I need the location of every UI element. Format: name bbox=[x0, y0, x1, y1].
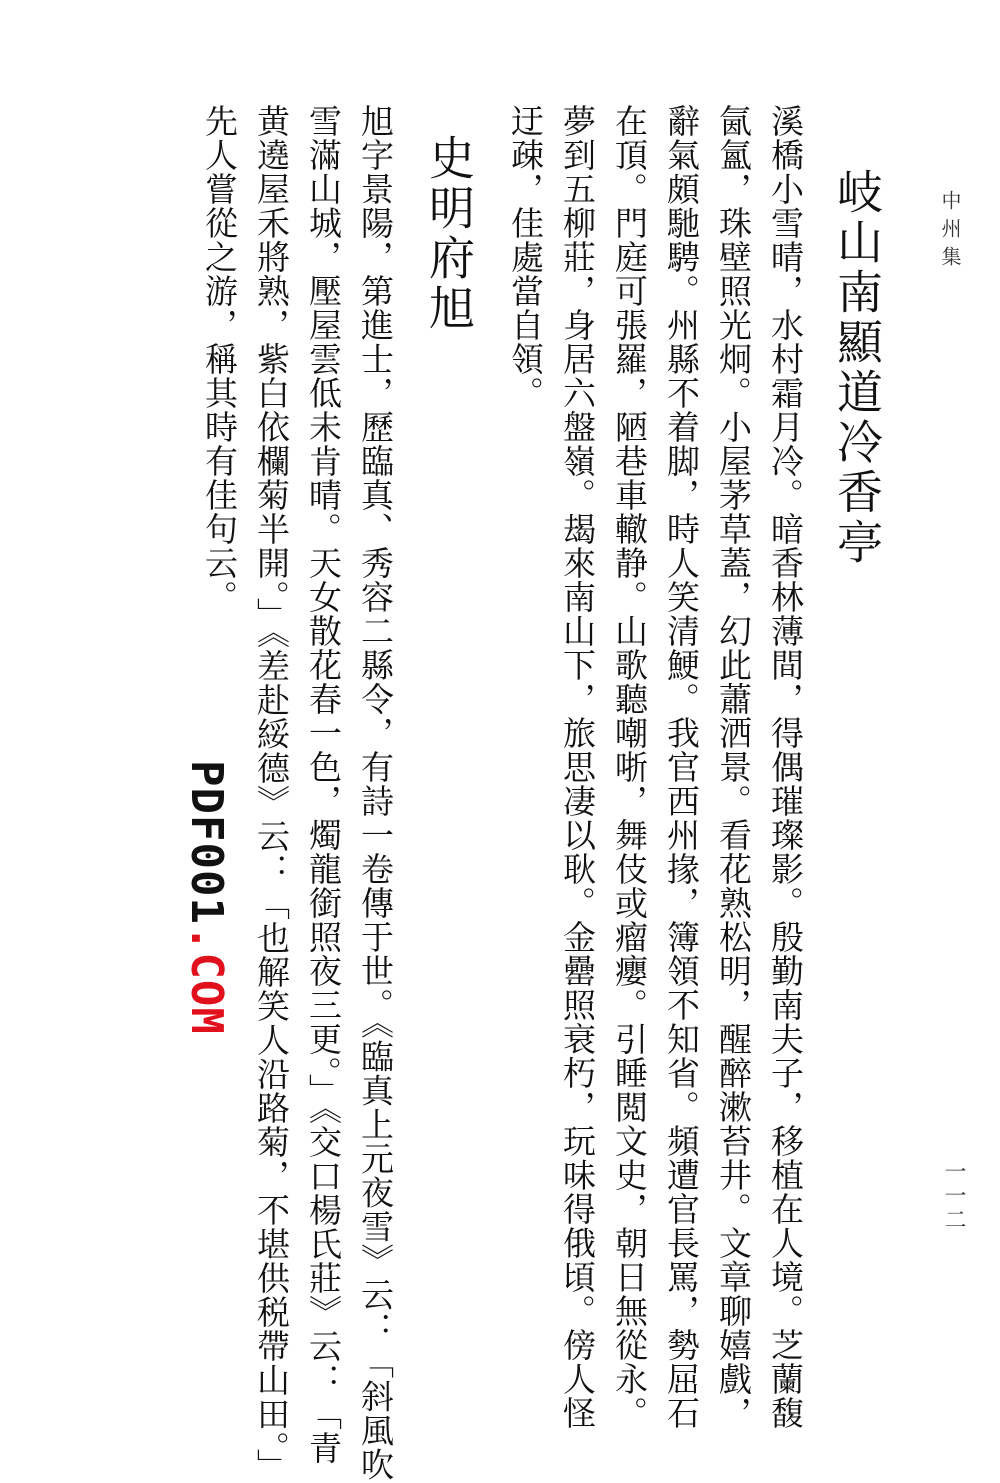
text-column: 溪橋小雪晴，水村霜月冷。暗香林薄間，得偶璀璨影。殷勤南夫子，移植在人境。芝蘭馥 bbox=[766, 104, 805, 1430]
text-column: 迂疎，佳處當自領。 bbox=[506, 104, 545, 410]
text-column: 在頂。門庭可張羅，陋巷車轍静。山歌聽嘲哳，舞伎或瘤癭。引睡閲文史，朝日無從永。 bbox=[610, 104, 649, 1430]
text-column: 辭氣頗馳騁。州縣不着脚，時人笑清鯁。我官西州掾，簿領不知省。頻遭官長罵，勢屈石 bbox=[662, 104, 701, 1430]
text-column: 旭字景陽，第進士，歷臨真、秀容二縣令，有詩一卷傳于世。《臨真上元夜雪》云：「斜風吹 bbox=[356, 104, 395, 1482]
poem-title: 岐山南顯道冷香亭 bbox=[830, 168, 884, 568]
text-column: 黄遶屋禾將熟，紫白依欄菊半開。」《差赴綏德》云：「也解笑人沿路菊，不堪供税帶山田。」 bbox=[252, 104, 291, 1483]
running-head: 中州集 bbox=[938, 190, 962, 274]
watermark-part1: PDF001 bbox=[181, 760, 232, 925]
text-column: 先人嘗從之游，稱其時有佳句云。 bbox=[200, 104, 239, 614]
section-heading: 史明府旭 bbox=[422, 134, 476, 334]
text-column: 雪滿山城，壓屋雲低未肯晴。天女散花春一色，燭龍銜照夜三更。」《交口楊氏莊》云：「青 bbox=[304, 104, 343, 1465]
watermark bbox=[181, 760, 232, 1035]
page-number: 一一二 bbox=[941, 1160, 966, 1232]
text-column: 氤氳，珠壁照光炯。小屋茅草蓋，幻此蕭洒景。看花熟松明，醒醉漱苔井。文章聊嬉戲， bbox=[714, 104, 753, 1430]
watermark-part2: .COM bbox=[181, 924, 232, 1035]
text-column: 夢到五柳莊，身居六盤嶺。朅來南山下，旅思凄以耿。金罍照衰朽，玩味得俄頃。傍人怪 bbox=[558, 104, 597, 1430]
